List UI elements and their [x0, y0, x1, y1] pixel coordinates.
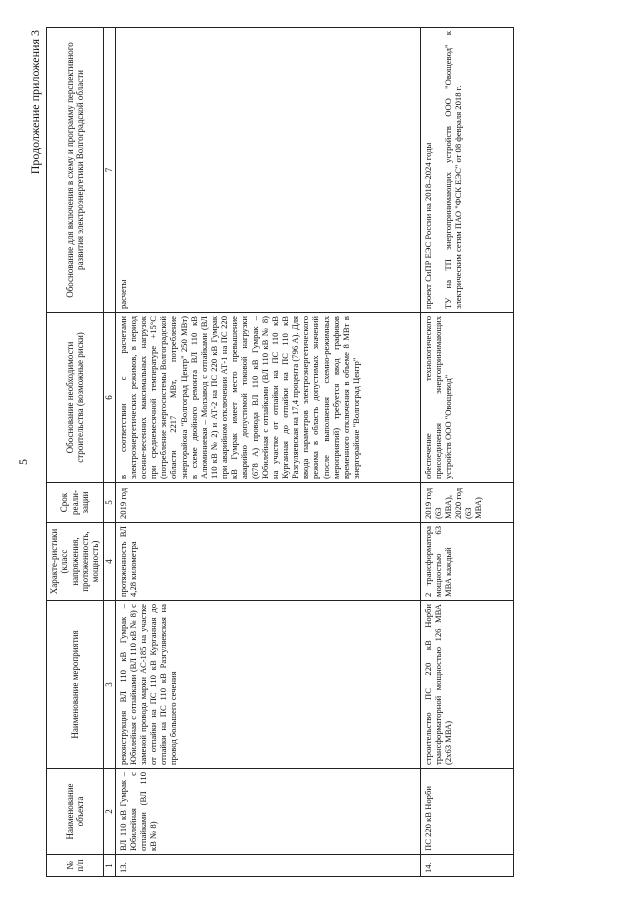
row-number: 13.: [115, 855, 420, 877]
continuation-title: Продолжение приложения 3: [28, 30, 42, 175]
col-header-justification: Обоснование необходимости строительства (возможные риски): [47, 313, 104, 483]
table-row: [115, 28, 420, 877]
implementation-term: 2019 год: [115, 483, 420, 523]
construction-justification: в соответствии с расчетами электроэнергетических режимов, в период осенне-весенних максимальных нагрузок при среднемесячной температуре +15°C (потребление энергосистемы Волгоградской области 2217 МВт, потребление энергорайона "Волгоград Центр" 250 МВт) в схеме двойного ремонта ВЛ 110 кВ Алюминиевая – Молзавод с отпайками (ВЛ 110 кВ № 2) и АТ-2 на ПС 220 кВ Гумрак при аварийном отключении АТ-1 на ПС 220 кВ Гумрак имеет место превышение аварийно допустимой токовой нагрузки (678 А) провода ВЛ 110 кВ Гумрак – Юбилейная с отпайками (ВЛ 110 кВ № 8) на участке от отпайки на ПС 110 кВ Курганная до отпайки на ПС 110 кВ Разгуляевская на 17,4 процента (796 А). Для ввода параметров электроэнергетического режима в область допустимых значений (после выполнения схемно-режимных мероприятий) требуется ввод графиков временного отключения в объеме 8 МВт в энергорайоне "Волгоград Центр": [115, 313, 420, 483]
row-number: 14.: [420, 855, 513, 877]
col-number: 5: [103, 483, 115, 523]
inclusion-basis: проект СиПР ЕЭС России на 2018–2024 годы ТУ на ТП энергопринимающих устройств ООО "Овощевод" к электрическим сетям ПАО "ФСК ЕЭС" от 08 февраля 2018 г.: [420, 28, 513, 313]
col-header-characteristics: Характе-ристики (класс напряжения, протяженность, мощность): [47, 523, 104, 601]
measure-name: реконструкция ВЛ 110 кВ Гумрак – Юбилейная с отпайками (ВЛ 110 кВ № 8) с заменой провода марки АС-185 на участке от отпайки на ПС 110 кВ Курганная до отпайки на ПС 110 кВ Разгуляевская на провод большего сечения: [115, 601, 420, 769]
col-number: 6: [103, 313, 115, 483]
col-number: 2: [103, 769, 115, 855]
col-header-measure: Наименование мероприятия: [47, 601, 104, 769]
col-header-object: Наименование объекта: [47, 769, 104, 855]
col-header-num: № п/п: [47, 855, 104, 877]
page-number: 5: [16, 459, 30, 465]
construction-justification: обеспечение технологического присоединения энергопринимающих устройств ООО "Овощевод": [420, 313, 513, 483]
measures-table: [46, 27, 514, 877]
col-number: 3: [103, 601, 115, 769]
characteristics: 2 трансформатора мощностью 63 МВА каждый: [420, 523, 513, 601]
col-number: 4: [103, 523, 115, 601]
object-name: ПС 220 кВ Норби: [420, 769, 513, 855]
inclusion-basis: расчеты: [115, 28, 420, 313]
col-header-term: Срок реали-зации: [47, 483, 104, 523]
measure-name: строительство ПС 220 кВ Норби трансформаторной мощностью 126 МВА (2х63 МВА): [420, 601, 513, 769]
table-row: [420, 28, 513, 877]
column-numbers-row: [103, 28, 115, 877]
object-name: ВЛ 110 кВ Гумрак – Юбилейная с отпайками (ВЛ 110 кВ № 8): [115, 769, 420, 855]
header-row: [47, 28, 104, 877]
implementation-term: 2019 год (63 МВА), 2020 год (63 МВА): [420, 483, 513, 523]
col-number: 1: [103, 855, 115, 877]
characteristics: протяженность ВЛ 4,28 километра: [115, 523, 420, 601]
col-header-basis: Обоснование для включения в схему и программу перспективного развития электроэнергетики Волгоградской области: [47, 28, 104, 313]
col-number: 7: [103, 28, 115, 313]
